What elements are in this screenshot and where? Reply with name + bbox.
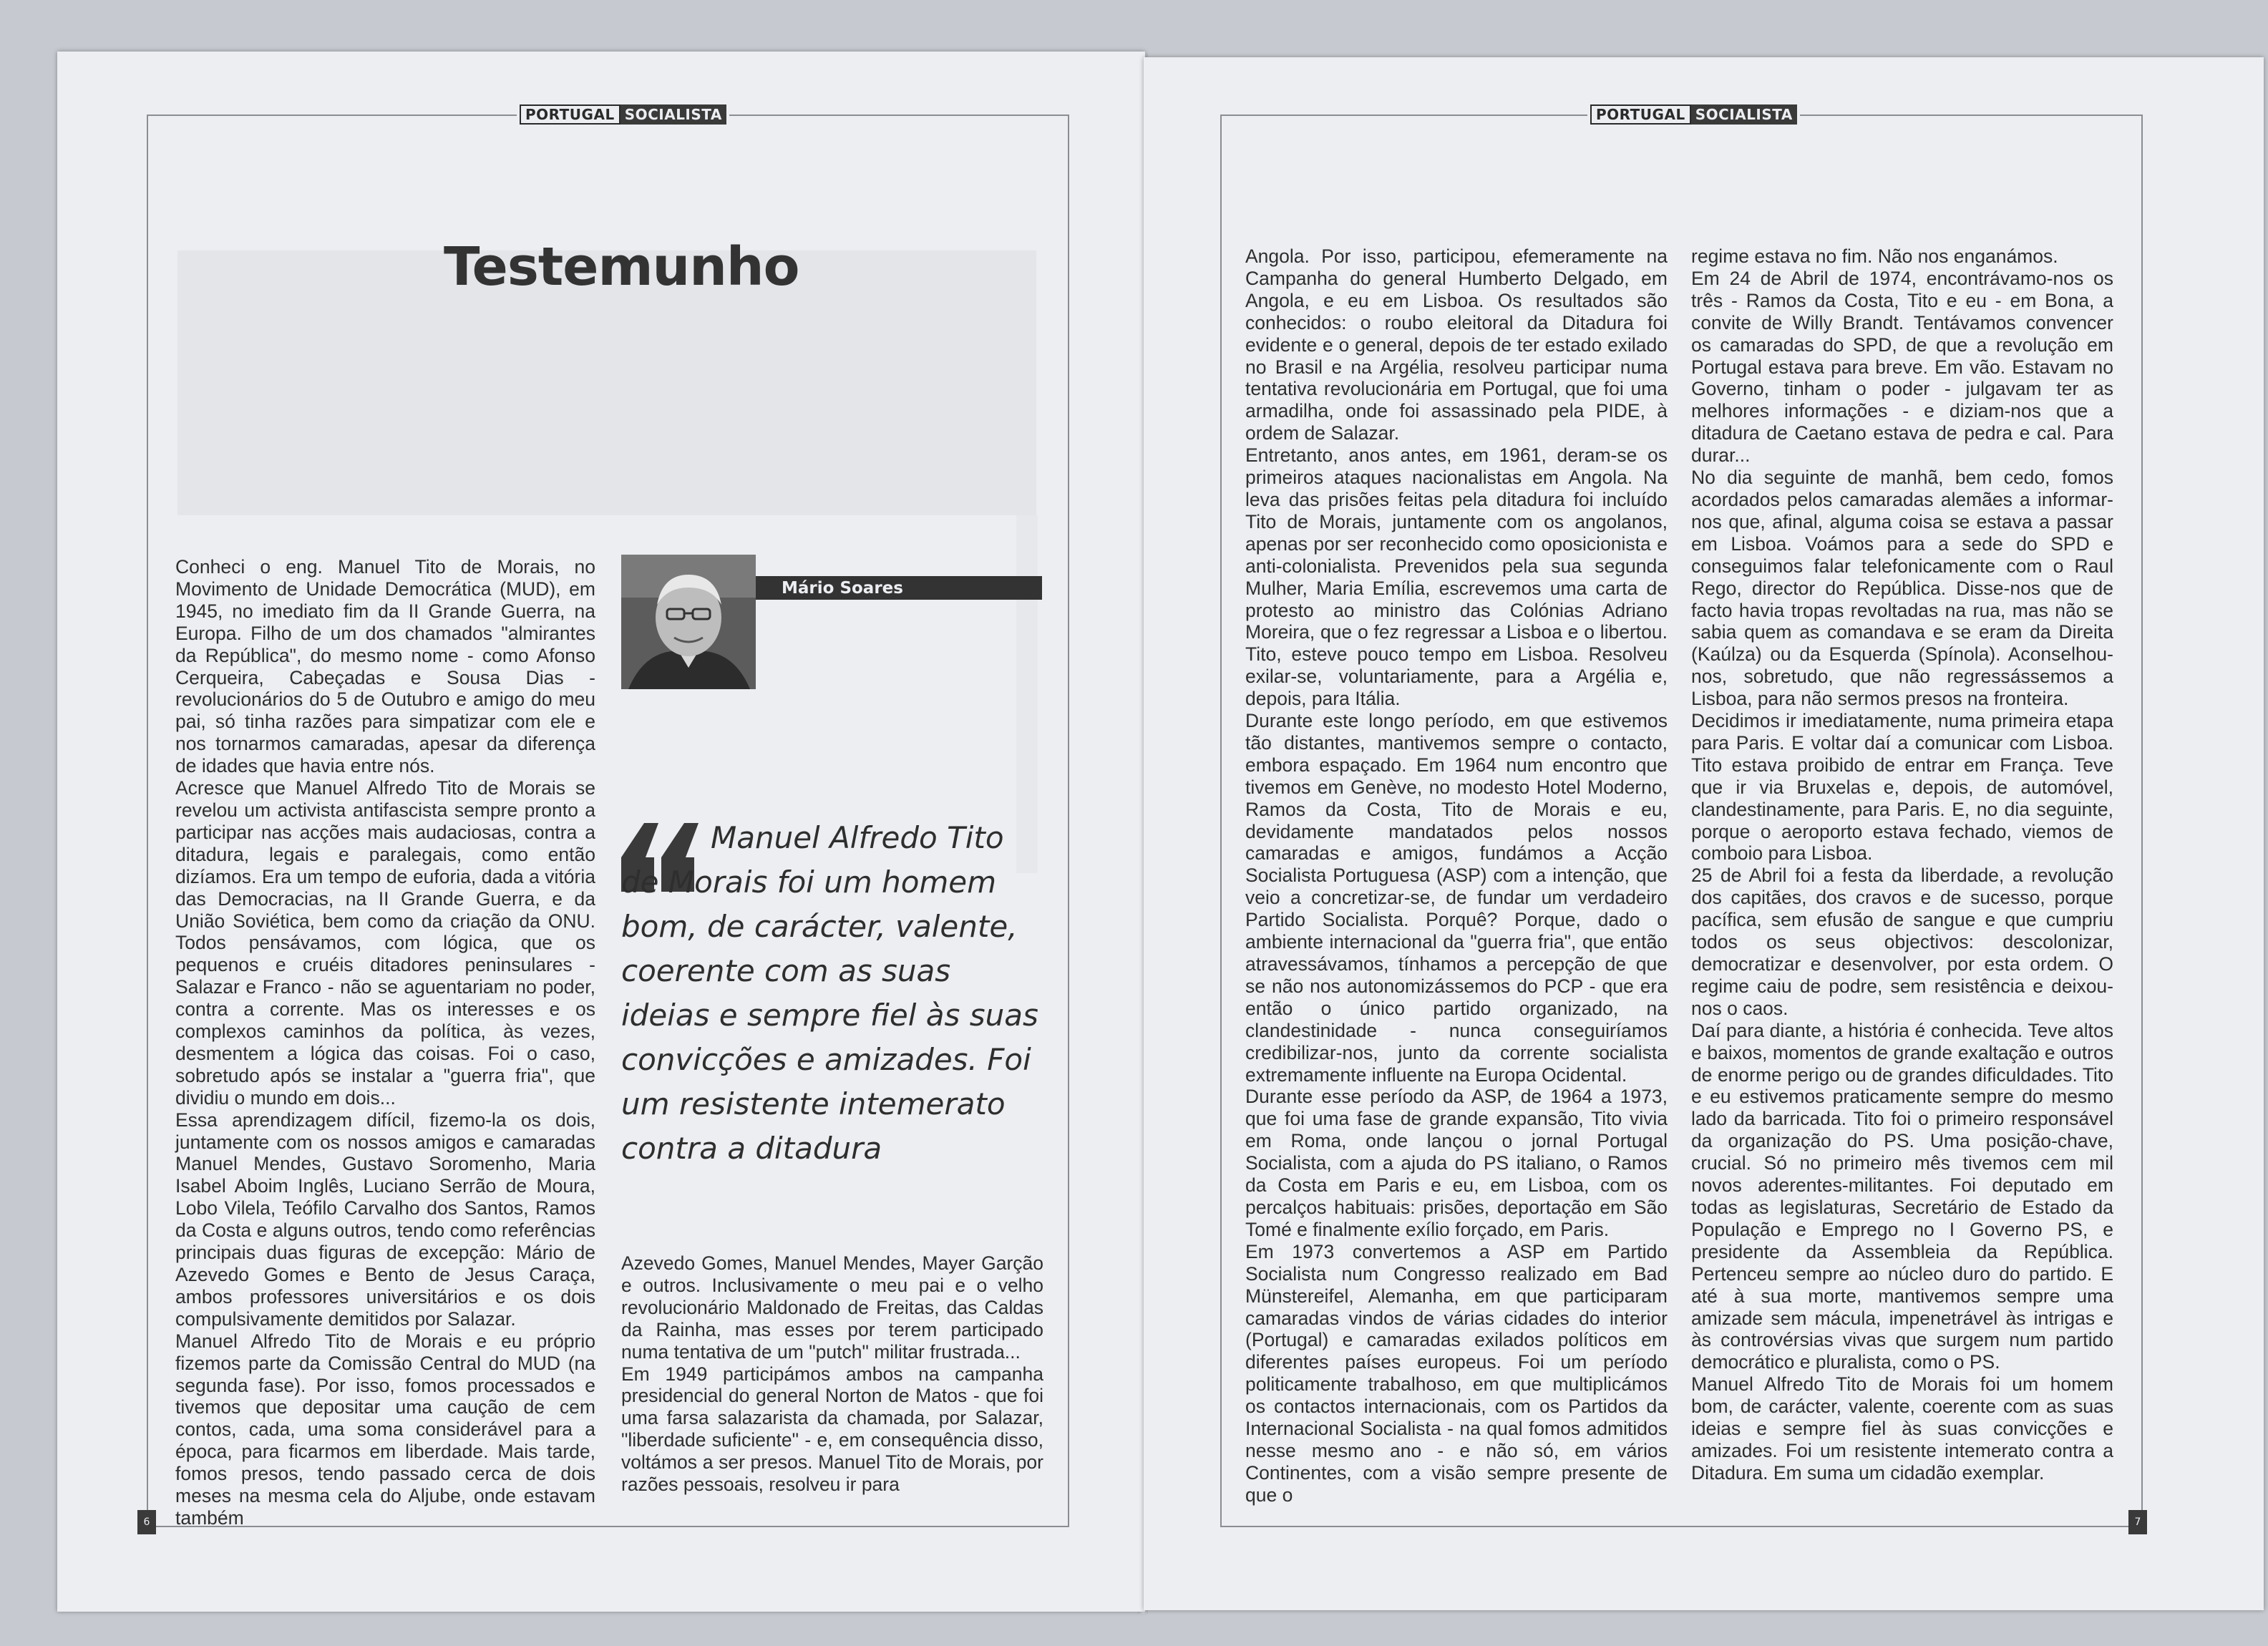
paragraph: Acresce que Manuel Alfredo Tito de Morais se revelou um activista antifascista sempre pronto a participar nas acções mais audaciosas, contra a ditadura, legais e paralegais, como então dizíamos. Era um tempo de euforia, dada a vitória das Democracias, na II Grande Guerra, e da União Soviética, bem como da criação da ONU. Todos pensávamos, com lógica, que os pequenos e cruéis ditadores peninsulares - Salazar e Franco - não se aguentariam no poder, contra a corrente. Mas os interesses e os complexos caminhos da política, às vezes, desmentem a lógica das coisas. Foi o caso, sobretudo após se instalar a "guerra fria", que dividiu o mundo em dois... [175, 777, 595, 1109]
pull-quote [621, 816, 1043, 1171]
article-column-4 [1691, 245, 2113, 1484]
masthead-portugal: PORTUGAL [1590, 104, 1691, 125]
paragraph: Em 24 de Abril de 1974, encontrávamo-nos os três - Ramos da Costa, Tito e eu - em Bona, a convite de Willy Brandt. Tentávamos convencer os camaradas do SPD, de que a revolução em Portugal estava para breve. Em vão. Estavam no Governo, tinham o poder - julgavam ter as melhores informações - e diziam-nos que a ditadura de Caetano estava de pedra e cal. Para durar... [1691, 267, 2113, 467]
paragraph: 25 de Abril foi a festa da liberdade, a revolução dos capitães, dos cravos e de sucesso, porque pacífica, sem efusão de sangue e que cumpriu todos os seus objectivos: descolonizar, democratizar e desenvolver, por esta ordem. O regime caiu de podre, sem resistência e deixou-nos o caos. [1691, 865, 2113, 1019]
paragraph: Em 1949 participámos ambos na campanha presidencial do general Norton de Matos - que foi uma farsa salazarista da chamada, por Salazar, "liberdade suficiente" - e, em consequência disso, voltámos a ser presos. Manuel Tito de Morais, por razões pessoais, resolveu ir para [621, 1363, 1043, 1496]
masthead-left [517, 104, 729, 125]
article-column-3 [1245, 245, 1668, 1506]
page-number-left: 6 [137, 1510, 156, 1534]
masthead-right [1587, 104, 1800, 125]
article-column-1 [175, 556, 595, 1529]
article-title: Testemunho [444, 236, 799, 298]
author-name: Mário Soares [782, 578, 903, 598]
author-name-bar [756, 576, 1042, 600]
paragraph: regime estava no fim. Não nos enganámos. [1691, 245, 2058, 267]
masthead-socialista: SOCIALISTA [1691, 104, 1797, 125]
paragraph: Angola. Por isso, participou, efemeramente na Campanha do general Humberto Delgado, em Angola, e eu em Lisboa. Os resultados são conhecidos: o roubo eleitoral da Ditadura foi evidente e o general, depois de ter estado exilado no Brasil e na Argélia, resolveu participar numa tentativa revolucionária em Portugal, que foi uma armadilha, onde foi assassinado pela PIDE, à ordem de Salazar. [1245, 245, 1668, 444]
author-photo [621, 555, 756, 689]
portrait-photo-icon [621, 555, 756, 689]
paragraph: Durante esse período da ASP, de 1964 a 1973, que foi uma fase de grande expansão, Tito vivia em Roma, onde lançou o jornal Portugal Socialista, com a ajuda do PS italiano, o Ramos da Costa em Paris e eu, em Lisboa, com os percalços habituais: prisões, deportação em São Tomé e finalmente exílio forçado, em Paris. [1245, 1086, 1668, 1240]
paragraph: Em 1973 convertemos a ASP em Partido Socialista num Congresso realizado em Bad Münstereifel, Alemanha, em que participaram camaradas vindos de várias cidades do interior (Portugal) e camaradas exilados políticos em diferentes países europeus. Foi um período politicamente trabalhoso, em que multiplicámos os contactos internacionais, com os Partidos da Internacional Socialista - na qual fomos admitidos nesse mesmo ano - e não só, em vários Continentes, com a visão sempre presente de que o [1245, 1240, 1668, 1506]
paragraph: Durante este longo período, em que estivemos tão distantes, mantivemos sempre o contacto, embora espaçado. Em 1964 num encontro que tivemos em Genève, no modesto Hotel Moderno, Ramos da Costa, Tito de Morais e eu, devidamente mandatados pelos nossos camaradas e amigos, fundámos a Acção Socialista Portuguesa (ASP) com a intenção, que veio a concretizar-se, de fundar um verdadeiro Partido Socialista. Porquê? Porque, dado o ambiente internacional da "guerra fria", que então atravessávamos, tínhamos a percepção de que se não nos autonomizássemos do PCP - que era então o único partido organizado, na clandestinidade - nunca conseguiríamos credibilizar-nos, junto da corrente socialista extremamente influente na Europa Ocidental. [1245, 710, 1668, 1086]
masthead-socialista: SOCIALISTA [620, 104, 726, 125]
article-column-2 [621, 1252, 1043, 1496]
paragraph: Azevedo Gomes, Manuel Mendes, Mayer Garção e outros. Inclusivamente o meu pai e o velho revolucionário Maldonado de Freitas, das Caldas da Rainha, mas esses por terem participado numa tentativa de um "putch" militar frustrada... [621, 1252, 1043, 1363]
pull-quote-text: Manuel Alfredo Tito de Morais foi um homem bom, de carácter, valente, coerente com as suas ideias e sempre fiel às suas convicções e amizades. Foi um resistente intemerato contra a ditadura [621, 820, 1038, 1166]
paragraph: No dia seguinte de manhã, bem cedo, fomos acordados pelos camaradas alemães a informar-nos que, afinal, alguma coisa se estava a passar em Lisboa. Voámos para a sede do SPD e conseguimos falar telefonicamente com o Raul Rego, director do República. Disse-nos que de facto havia tropas revoltadas na rua, mas não se sabia quem as comandava e se eram da Direita (Kaúlza) ou da Esquerda (Spínola). Aconselhou-nos, sobretudo, que não regressássemos a Lisboa, para não sermos presos na fronteira. [1691, 467, 2113, 710]
paragraph: Daí para diante, a história é conhecida. Teve altos e baixos, momentos de grande exaltação e outros de enorme perigo ou de grandes dificuldades. Tito e eu estivemos praticamente sempre do mesmo lado da barricada. Tito foi o primeiro responsável da organização do PS. Uma posição-chave, crucial. Só no primeiro mês tivemos cem mil novos aderentes-militantes. Foi deputado em todas as legislaturas, Secretário de Estado da População e Emprego no I Governo PS, e presidente da Assembleia da República. Pertenceu sempre ao núcleo duro do partido. E até à sua morte, mantivemos sempre uma amizade sem mácula, impenetrável às intrigas e às controvérsias vivas que surgem num partido democrático e pluralista, como o PS. [1691, 1019, 2113, 1373]
paragraph: Manuel Alfredo Tito de Morais foi um homem bom, de carácter, valente, coerente com as suas ideias e sempre fiel às suas convicções e amizades. Foi um resistente intemerato contra a Ditadura. Em suma um cidadão exemplar. [1691, 1373, 2113, 1484]
paragraph: Decidimos ir imediatamente, numa primeira etapa para Paris. E voltar daí a comunicar com Lisboa. Tito estava proibido de entrar em França. Teve que ir via Bruxelas e, depois, de automóvel, clandestinamente, para Paris. E, no dia seguinte, porque o aeroporto estava fechado, viemos de comboio para Lisboa. [1691, 710, 2113, 865]
paragraph: Conheci o eng. Manuel Tito de Morais, no Movimento de Unidade Democrática (MUD), em 1945, no imediato fim da II Grande Guerra, na Europa. Filho de um dos chamados "almirantes da República", do mesmo nome - como Afonso Cerqueira, Cabeçadas e Sousa Dias - revolucionários do 5 de Outubro e amigo do meu pai, só tinha razões para simpatizar com ele e nos tornarmos camaradas, apesar da diferença de idades que havia entre nós. [175, 556, 595, 777]
paragraph: Essa aprendizagem difícil, fizemo-la os dois, juntamente com os nossos amigos e camaradas Manuel Mendes, Gustavo Soromenho, Maria Isabel Aboim Inglês, Luciano Serrão de Moura, Lobo Vilela, Teófilo Carvalho dos Santos, Ramos da Costa e alguns outros, tendo como referências principais duas figuras de excepção: Mário de Azevedo Gomes e Bento de Jesus Caraça, ambos professores universitários e os dois compulsivamente demitidos por Salazar. [175, 1109, 595, 1330]
paragraph: Manuel Alfredo Tito de Morais e eu próprio fizemos parte da Comissão Central do MUD (na segunda fase). Por isso, fomos processados e tivemos que depositar uma caução de cem contos, cada, uma soma considerável para a época, para ficarmos em liberdade. Mais tarde, fomos presos, tendo passado cerca de dois meses na mesma cela do Aljube, onde estavam também [175, 1330, 595, 1529]
masthead-portugal: PORTUGAL [520, 104, 620, 125]
paragraph: Entretanto, anos antes, em 1961, deram-se os primeiros ataques nacionalistas em Angola. Na leva das prisões feitas pela ditadura foi incluído Tito de Morais, juntamente com os angolanos, apenas por ser reconhecido como oposicionista e anti-colonialista. Prevenidos pela sua segunda Mulher, Maria Emília, escrevemos uma carta de protesto ao ministro das Colónias Adriano Moreira, que o fez regressar a Lisboa e o libertou. Tito, esteve pouco tempo em Lisboa. Resolveu exilar-se, voluntariamente, para a Argélia e, depois, para Itália. [1245, 444, 1668, 710]
page-number-right: 7 [2128, 1510, 2147, 1534]
